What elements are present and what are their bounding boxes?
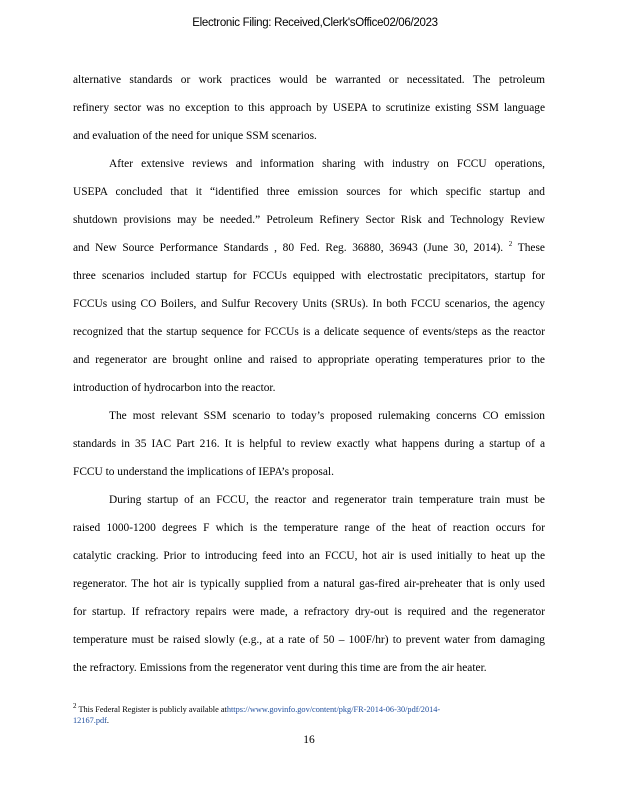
body-line: catalytic cracking. Prior to introducing feed into an FCCU, hot air is used initially to heat up the xyxy=(73,550,545,562)
body-line: three scenarios included startup for FCCUs equipped with electrostatic precipitators, startup for xyxy=(73,270,545,282)
body-line: and regenerator are brought online and raised to appropriate operating temperatures prior to the xyxy=(73,354,545,366)
body-line: standards in 35 IAC Part 216. It is helpful to review exactly what happens during a startup of a xyxy=(73,438,545,450)
paragraph-start-line: After extensive reviews and information sharing with industry on FCCU operations, xyxy=(109,158,545,170)
body-line: and evaluation of the need for unique SSM scenarios. xyxy=(73,130,317,142)
body-line: regenerator. The hot air is typically supplied from a natural gas-fired air-preheater that is only used xyxy=(73,578,545,590)
footnote-reference[interactable]: 2 xyxy=(508,240,513,249)
footnote-marker: 2 xyxy=(73,702,77,711)
body-line: FCCU to understand the implications of IEPA’s proposal. xyxy=(73,466,334,478)
body-line: USEPA concluded that it “identified three emission sources for which specific startup and xyxy=(73,186,545,198)
footnote-link[interactable]: https://www.govinfo.gov/content/pkg/FR-2014-06-30/pdf/2014- xyxy=(226,705,441,714)
citation-text: and New Source Performance Standards , 80 Fed. Reg. 36880, 36943 (June 30, 2014). xyxy=(73,242,504,254)
body-line: the refractory. Emissions from the regenerator vent during this time are from the air heater. xyxy=(73,662,487,674)
footnote-link-continued[interactable]: 12167.pdf xyxy=(73,716,107,725)
body-line-with-footnote-ref xyxy=(73,241,545,255)
body-line: temperature must be raised slowly (e.g., at a rate of 50 – 100F/hr) to prevent water from damaging xyxy=(73,634,545,646)
body-line: raised 1000-1200 degrees F which is the temperature range of the heat of reaction occurs for xyxy=(73,522,545,534)
filing-stamp-header: Electronic Filing: Received,Clerk'sOffice02/06/2023 xyxy=(192,17,438,29)
body-line: refinery sector was no exception to this approach by USEPA to scrutinize existing SSM language xyxy=(73,102,545,114)
footnote-text: This Federal Register is publicly available at xyxy=(78,705,227,714)
body-line: alternative standards or work practices would be warranted or necessitated. The petroleum xyxy=(73,74,545,86)
body-text: These xyxy=(517,242,545,254)
paragraph-start-line: During startup of an FCCU, the reactor and regenerator train temperature train must be xyxy=(109,494,545,506)
body-line: shutdown provisions may be needed.” Petroleum Refinery Sector Risk and Technology Review xyxy=(73,214,545,226)
footnote xyxy=(73,704,545,726)
paragraph-start-line: The most relevant SSM scenario to today’s proposed rulemaking concerns CO emission xyxy=(109,410,545,422)
body-line: for startup. If refractory repairs were made, a refractory dry-out is required and the regenerator xyxy=(73,606,545,618)
body-line: recognized that the startup sequence for FCCUs is a delicate sequence of events/steps as the reactor xyxy=(73,326,545,338)
footnote-end: . xyxy=(106,716,109,725)
page-number: 16 xyxy=(303,734,315,746)
body-line: introduction of hydrocarbon into the reactor. xyxy=(73,382,276,394)
body-line: FCCUs using CO Boilers, and Sulfur Recovery Units (SRUs). In both FCCU scenarios, the agency xyxy=(73,298,545,310)
